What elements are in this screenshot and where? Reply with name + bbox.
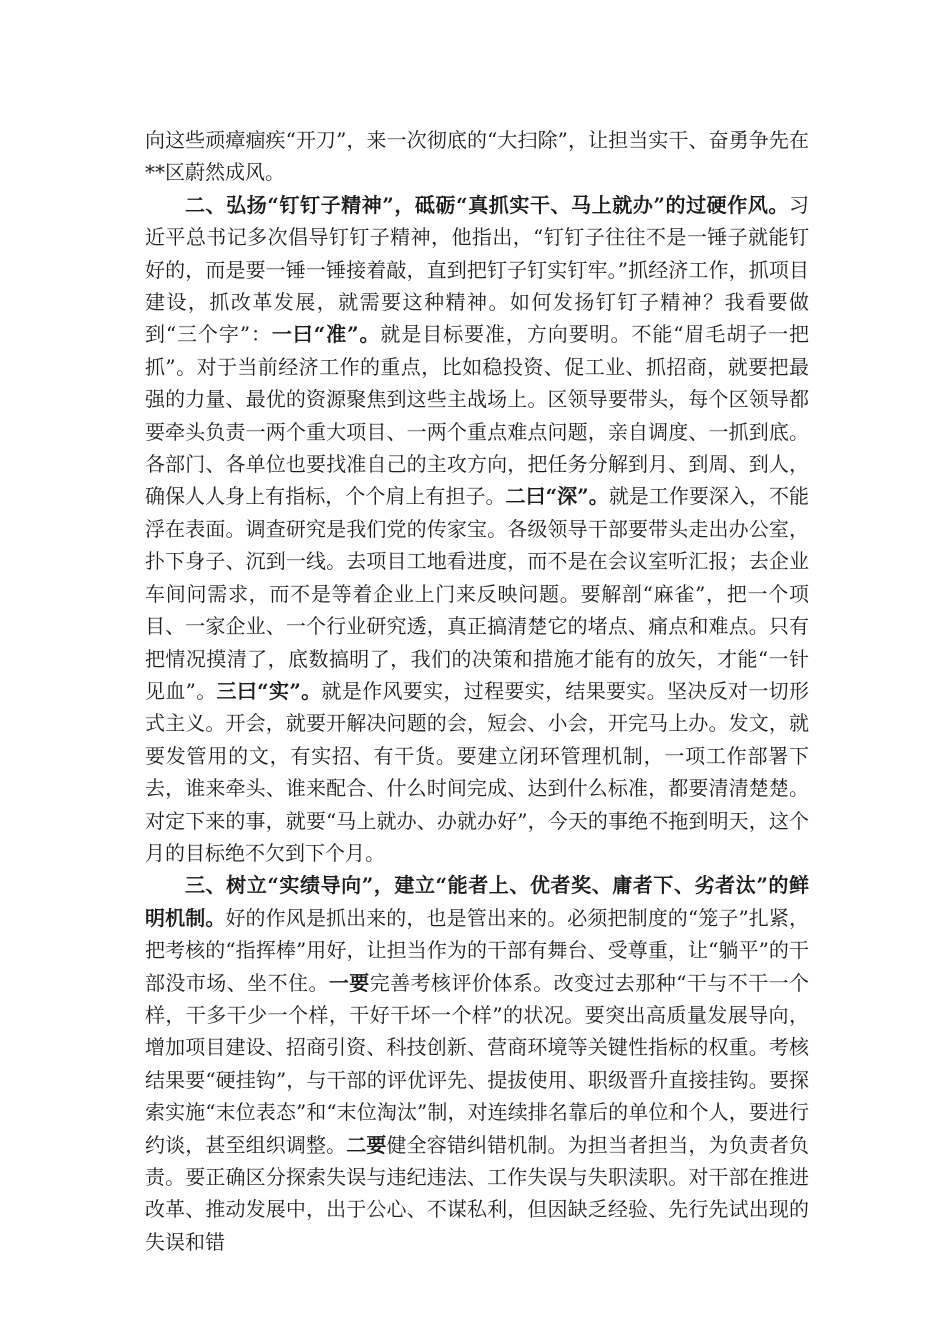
point-label: 一要 [328,970,370,995]
paragraph-text: 健全容错纠错机制。为担当者担当，为负责者负责。要正确区分探索失误与违纪违法、工作失误与失职渎职。对干部在推进改革、推动发展中，出于公心、不谋私利，但因缺乏经验、先行先试出现的失误和错 [145,1132,809,1254]
point-label: 三曰“实”。 [216,678,322,703]
section-heading: 二、弘扬“钉钉子精神”，砥砺“真抓实干、马上就办”的过硬作风。 [185,192,789,217]
paragraph-text: 就是工作要深入，不能浮在表面。调查研究是我们党的传家宝。各级领导干部要带头走出办公室，扑下身子、沉到一线。去项目工地看进度，而不是在会议室听汇报；去企业车间问需求，而不是等着企业上门来反映问题。要解剖“麻雀”，把一个项目、一家企业、一个行业研究透，真正搞清楚它的堵点、痛点和难点。只有把情况摸清了，底数搞明了，我们的决策和措施才能有的放矢，才能“一针见血”。 [145,484,810,703]
section-heading: 三、树立“实绩导向”，建立“能者上、优者奖、庸者下、劣者汰”的鲜明机制。 [145,873,809,930]
paragraph-text: 习近平总书记多次倡导钉钉子精神，他指出，“钉钉子往往不是一锤子就能钉好的，而是要一锤一锤接着敲，直到把钉子钉实钉牢。”抓经济工作，抓项目建设，抓改革发展，就需要这种精神。如何发扬钉钉子精神？我看要做到“三个字”： [145,192,809,347]
paragraph-text: 好的作风是抓出来的，也是管出来的。必须把制度的“笼子”扎紧，把考核的“指挥棒”用好，让担当作为的干部有舞台、受尊重，让“躺平”的干部没市场、坐不住。 [145,905,810,995]
point-label: 二要 [346,1132,387,1157]
point-label: 一曰“准”。 [271,322,381,347]
paragraph-section-three [145,869,809,1258]
paragraph-text: 完善考核评价体系。改变过去那种“干与不干一个样，干多干少一个样，干好干坏一个样”的状况。要突出高质量发展导向，增加项目建设、招商引资、科技创新、营商环境等关键性指标的权重。考核结果要“硬挂钩”，与干部的评优评先、提拔使用、职级晋升直接挂钩。要探索实施“末位表态”和“末位淘汰”制，对连续排名靠后的单位和个人，要进行约谈，甚至组织调整。 [145,970,810,1157]
paragraph-text: 就是目标要准，方向要明。不能“眉毛胡子一把抓”。对于当前经济工作的重点，比如稳投资、促工业、抓招商，就要把最强的力量、最优的资源聚焦到这些主战场上。区领导要带头，每个区领导都要牵头负责一两个重大项目、一两个重点难点问题，亲自调度、一抓到底。各部门、各单位也要找准自己的主攻方向，把任务分解到月、到周、到人，确保人人身上有指标，个个肩上有担子。 [145,322,810,509]
paragraph-text: 向这些顽瘴痼疾“开刀”，来一次彻底的“大扫除”，让担当实干、奋勇争先在**区蔚然成风。 [145,128,809,185]
paragraph-continuation [145,124,809,189]
paragraph-text: 就是作风要实，过程要实，结果要实。坚决反对一切形式主义。开会，就要开解决问题的会，短会、小会，开完马上办。发文，就要发管用的文，有实招、有干货。要建立闭环管理机制，一项工作部署下去，谁来牵头、谁来配合、什么时间完成、达到什么标准，都要清清楚楚。对定下来的事，就要“马上就办、办就办好”，今天的事绝不拖到明天，这个月的目标绝不欠到下个月。 [145,678,809,865]
point-label: 二曰“深”。 [505,484,609,509]
paragraph-section-two [145,189,809,870]
document-body [145,124,809,1258]
